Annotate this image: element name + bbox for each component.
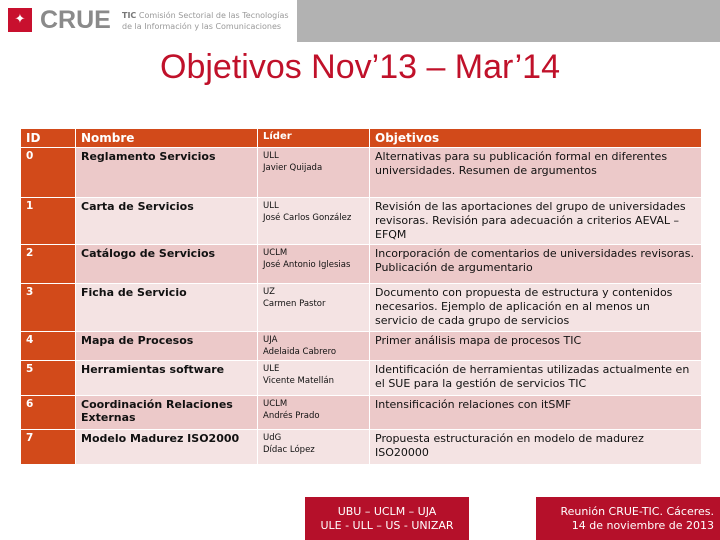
tic-line1: Comisión Sectorial de las Tecnologías [138,11,289,20]
slide-title: Objetivos Nov’13 – Mar’14 [160,48,560,86]
cell-objetivos: Revisión de las aportaciones del grupo de universidades revisoras. Revisión para adecuación a criterios AEVAL – EFQM [370,198,701,245]
cell-lider [258,361,370,396]
cell-id: 4 [21,332,76,361]
cell-lider [258,332,370,361]
footer-right-line1: Reunión CRUE-TIC. Cáceres. [560,505,714,518]
cell-id: 5 [21,361,76,396]
cell-id: 6 [21,396,76,430]
crue-logo-icon: ✦ [8,8,32,32]
cell-lider [258,198,370,245]
cell-objetivos: Propuesta estructuración en modelo de madurez ISO20000 [370,430,701,464]
cell-lider [258,284,370,332]
lider-org: UdG [263,433,282,443]
lider-name: Carmen Pastor [263,299,326,309]
lider-org: UZ [263,287,275,297]
lider-name: Adelaida Cabrero [263,347,337,357]
table-row [21,332,701,361]
header-lider: Líder [258,129,370,148]
tic-bold: TIC [122,11,137,20]
tic-commission-label [122,10,289,32]
table-row [21,198,701,245]
lider-name: Javier Quijada [263,163,323,173]
cell-lider [258,148,370,198]
cell-objetivos: Intensificación relaciones con itSMF [370,396,701,430]
cell-lider [258,245,370,284]
lider-org: UCLM [263,248,288,258]
header-gray-block [297,0,720,42]
lider-name: Vicente Matellán [263,376,334,386]
lider-org: ULE [263,364,280,374]
cell-nombre: Reglamento Servicios [76,148,258,198]
lider-name: José Carlos González [263,213,352,223]
cell-objetivos: Identificación de herramientas utilizadas actualmente en el SUE para la gestión de servicios TIC [370,361,701,396]
table-row [21,361,701,396]
lider-name: José Antonio Iglesias [263,260,351,270]
cell-id: 0 [21,148,76,198]
objectives-table [20,128,701,464]
cell-nombre: Modelo Madurez ISO2000 [76,430,258,464]
table-row [21,396,701,430]
header-objetivos: Objetivos [370,129,701,148]
header-id: ID [21,129,76,148]
cell-id: 7 [21,430,76,464]
table-row [21,148,701,198]
table-row [21,284,701,332]
cell-objetivos: Documento con propuesta de estructura y contenidos necesarios. Ejemplo de aplicación en al menos un servicio de cada grupo de servicios [370,284,701,332]
cell-objetivos: Primer análisis mapa de procesos TIC [370,332,701,361]
lider-name: Dídac López [263,445,315,455]
cell-nombre: Herramientas software [76,361,258,396]
cell-id: 1 [21,198,76,245]
lider-name: Andrés Prado [263,411,320,421]
cell-objetivos: Incorporación de comentarios de universidades revisoras. Publicación de argumentario [370,245,701,284]
cell-objetivos: Alternativas para su publicación formal en diferentes universidades. Resumen de argumentos [370,148,701,198]
footer-universities [305,497,469,540]
lider-org: ULL [263,201,279,211]
cell-nombre: Catálogo de Servicios [76,245,258,284]
table-row [21,245,701,284]
header-nombre: Nombre [76,129,258,148]
cell-nombre: Mapa de Procesos [76,332,258,361]
cell-id: 3 [21,284,76,332]
footer-left-line1: UBU – UCLM – UJA [337,505,437,518]
cell-lider [258,430,370,464]
lider-org: UCLM [263,399,288,409]
tic-line2: de la Información y las Comunicaciones [122,22,282,31]
cell-id: 2 [21,245,76,284]
table-row [21,430,701,464]
cell-nombre: Ficha de Servicio [76,284,258,332]
lider-org: ULL [263,151,279,161]
footer-meeting [536,497,720,540]
crue-logo-text: CRUE [40,6,111,34]
cell-nombre: Coordinación Relaciones Externas [76,396,258,430]
footer-left-line2: ULE - ULL – US - UNIZAR [320,519,454,532]
cell-nombre: Carta de Servicios [76,198,258,245]
footer-right-line2: 14 de noviembre de 2013 [571,519,714,532]
lider-org: UJA [263,335,278,345]
cell-lider [258,396,370,430]
